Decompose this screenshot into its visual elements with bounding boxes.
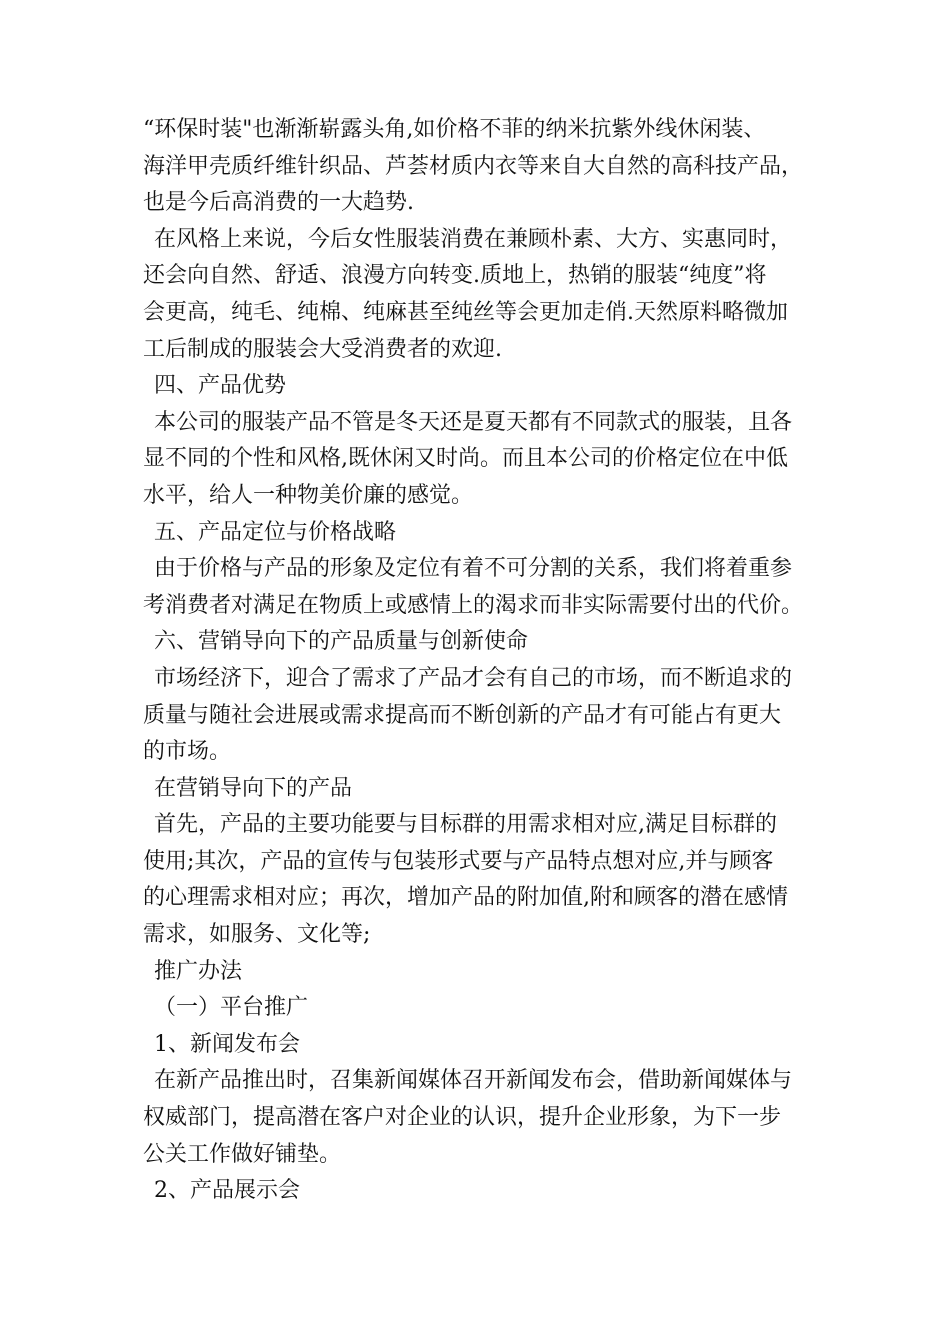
subsection-heading: 在营销导向下的产品 (154, 775, 353, 801)
section-heading: 六、营销导向下的产品质量与创新使命 (154, 629, 529, 655)
text-line: 使用;其次，产品的宣传与包装形式要与产品特点想对应,并与顾客 (143, 848, 774, 874)
text-line: 公关工作做好铺垫。 (143, 1141, 342, 1167)
text-line: 权威部门，提高潜在客户对企业的认识，提升企业形象，为下一步 (143, 1105, 782, 1131)
section-heading: 四、产品优势 (154, 373, 287, 399)
paragraph-start-line: 首先，产品的主要功能要与目标群的用需求相对应,满足目标群的 (154, 812, 777, 838)
paragraph-start-line: 市场经济下，迎合了需求了产品才会有自己的市场，而不断追求的 (154, 665, 793, 691)
text-line: 还会向自然、舒适、浪漫方向转变.质地上，热销的服装“纯度”将 (143, 263, 767, 289)
document-body (143, 112, 823, 1210)
subsection-heading: （一）平台推广 (154, 995, 309, 1021)
text-line: “环保时装"也渐渐崭露头角,如价格不菲的纳米抗紫外线休闲装、 (143, 117, 766, 142)
list-item-heading: 1、新闻发布会 (154, 1031, 300, 1057)
paragraph-start-line: 在风格上来说，今后女性服装消费在兼顾朴素、大方、实惠同时， (154, 226, 793, 252)
paragraph-start-line: 由于价格与产品的形象及定位有着不可分割的关系，我们将着重参 (154, 556, 793, 582)
text-line: 质量与随社会进展或需求提高而不断创新的产品才有可能占有更大 (143, 702, 782, 728)
text-line: 工后制成的服装会大受消费者的欢迎. (143, 336, 502, 362)
paragraph-start-line: 在新产品推出时，召集新闻媒体召开新闻发布会，借助新闻媒体与 (154, 1068, 793, 1094)
paragraph-start-line: 本公司的服装产品不管是冬天还是夏天都有不同款式的服装，且各 (154, 409, 793, 435)
text-line: 也是今后高消费的一大趋势. (143, 190, 414, 216)
text-line: 水平，给人一种物美价廉的感觉。 (143, 482, 474, 508)
text-line: 会更高，纯毛、纯棉、纯麻甚至纯丝等会更加走俏.天然原料略微加 (143, 299, 788, 325)
text-line: 海洋甲壳质纤维针织品、芦荟材质内衣等来自大自然的高科技产品， (143, 153, 804, 179)
section-heading: 五、产品定位与价格战略 (154, 519, 397, 545)
section-heading: 推广办法 (154, 958, 243, 984)
text-line: 的心理需求相对应；再次，增加产品的附加值,附和顾客的潜在感情 (143, 885, 788, 911)
text-line: 显不同的个性和风格,既休闲又时尚。而且本公司的价格定位在中低 (143, 446, 788, 472)
text-line: 的市场。 (143, 739, 232, 765)
text-line: 需求，如服务、文化等; (143, 922, 371, 948)
list-item-heading: 2、产品展示会 (154, 1178, 300, 1204)
text-line: 考消费者对满足在物质上或感情上的渴求而非实际需要付出的代价。 (143, 592, 804, 618)
